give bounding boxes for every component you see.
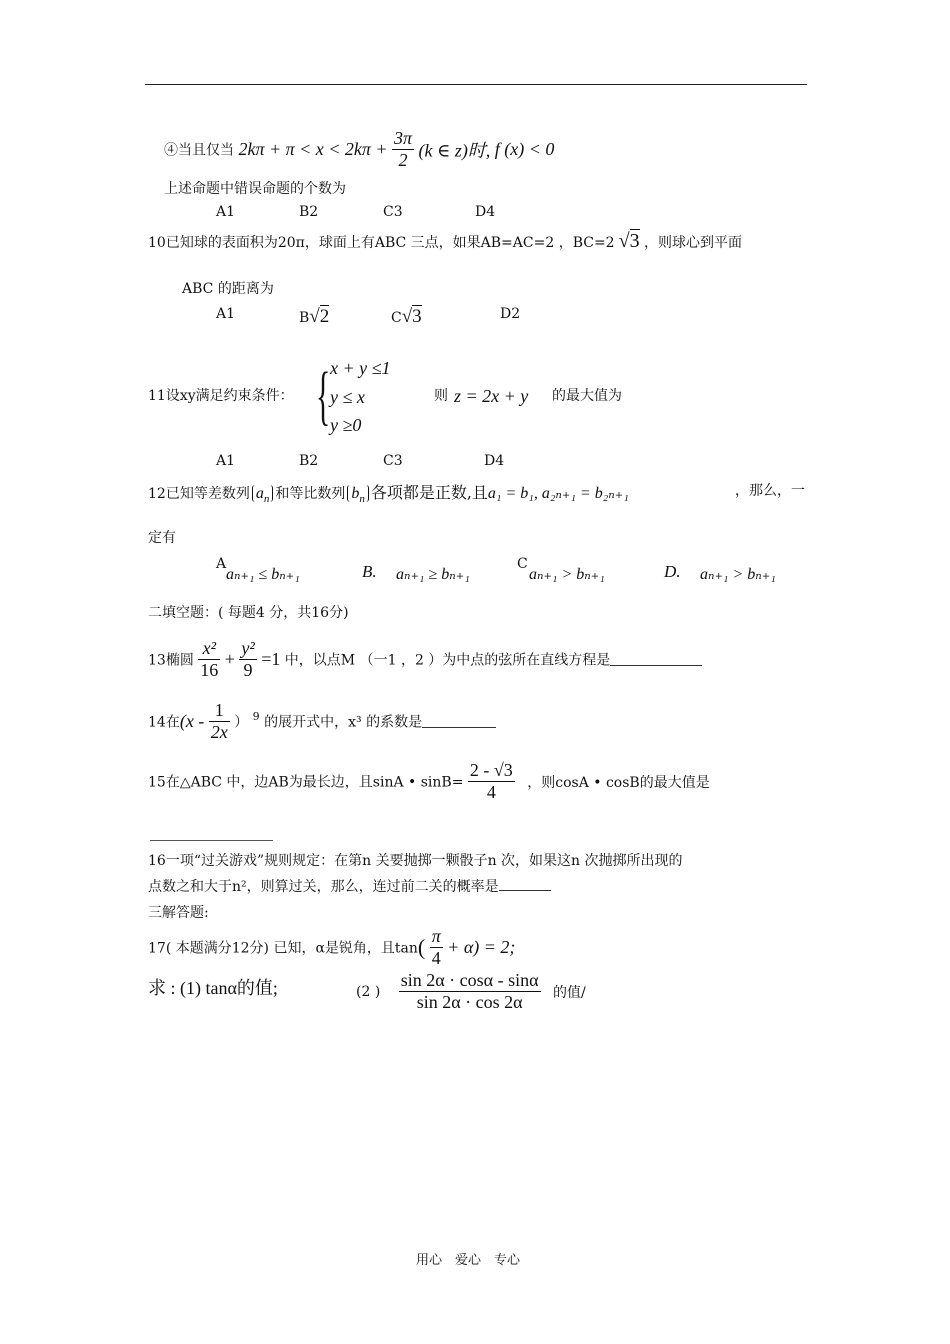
q13-frac-y-den: 9 bbox=[243, 660, 253, 680]
q12-text: 12已知等差数列 bbox=[148, 486, 250, 502]
q10-text-tail: ，则球心到平面 bbox=[644, 235, 743, 251]
q14-line bbox=[148, 700, 496, 743]
q15-frac-num: 2 - √3 bbox=[469, 760, 513, 780]
q15-line bbox=[148, 760, 710, 803]
q11-option-b: B2 bbox=[299, 453, 319, 469]
q16-answer-blank bbox=[499, 878, 551, 891]
q9-item4 bbox=[164, 128, 554, 171]
q12-option-b-label: B. bbox=[362, 562, 377, 581]
q15-frac-den: 4 bbox=[486, 782, 496, 802]
q13-eq: =1 bbox=[261, 649, 281, 669]
q17-frac-den: 4 bbox=[431, 948, 441, 968]
q9-item4-frac bbox=[392, 128, 414, 171]
q17-frac-num: π bbox=[431, 926, 441, 946]
q12-mid1: 和等比数列 bbox=[275, 486, 346, 502]
q13-frac-y bbox=[239, 638, 256, 681]
q16-line1: 16一项“过关游戏”规则规定：在第n 关要抛掷一颗骰子n 次，如果这n 次抛掷所出现的 bbox=[148, 853, 683, 869]
q10-option-b-val: 2 bbox=[319, 306, 330, 327]
q12-line1 bbox=[148, 480, 629, 505]
q14-answer-blank bbox=[422, 715, 496, 728]
q14-frac-num: 1 bbox=[209, 700, 230, 722]
q9-option-c: C3 bbox=[383, 204, 403, 220]
q13-frac-x-den: 16 bbox=[200, 660, 219, 680]
q13-frac-y-num: y² bbox=[241, 638, 255, 658]
q13-plus: + bbox=[224, 649, 235, 669]
q11-constraint-2: y ≤ x bbox=[330, 387, 365, 407]
header-rule bbox=[145, 84, 807, 85]
q12-line2: 定有 bbox=[148, 530, 176, 546]
q17-ask2-label: (2 ) bbox=[356, 983, 381, 1000]
q15-prefix: 15在△ABC 中，边AB为最长边，且sinA • sinB= bbox=[148, 774, 464, 791]
q10-option-c-sqrt: √3 bbox=[401, 306, 422, 327]
section3-heading: 三解答题: bbox=[148, 905, 209, 921]
q10-option-b-label: B bbox=[299, 310, 310, 326]
q12-cond: a₁ = b₁, a₂ₙ₊₁ = b₂ₙ₊₁ bbox=[487, 485, 629, 502]
q12-option-b: aₙ₊₁ ≥ bₙ₊₁ bbox=[396, 566, 470, 583]
q11-brace-icon: { bbox=[316, 359, 331, 432]
q10-option-c-label: C bbox=[391, 310, 402, 326]
q11-text: 11设xy满足约束条件： bbox=[148, 388, 294, 404]
q12-seq-b: $b_n$ bbox=[347, 485, 369, 502]
q9-option-b: B2 bbox=[299, 204, 319, 220]
q16-line2-text: 点数之和大于n²，则算过关，那么，连过前二关的概率是 bbox=[148, 879, 499, 895]
q17-ask1: 求 : (1) tanα的值; bbox=[148, 978, 278, 998]
q11-option-c: C3 bbox=[383, 453, 403, 469]
q12-option-a-label: A bbox=[216, 556, 227, 572]
q17-frac bbox=[430, 926, 443, 969]
q14-frac bbox=[209, 700, 230, 743]
q17-frac2-num: sin 2α · cosα - sinα bbox=[400, 970, 539, 990]
q9-prompt: 上述命题中错误命题的个数为 bbox=[164, 181, 346, 197]
q9-item4-prefix: ④当且仅当 bbox=[164, 142, 234, 159]
q13-tail: 中，以点M （一1 ，2 ）为中点的弦所在直线方程是 bbox=[284, 652, 611, 669]
q12-option-d: aₙ₊₁ > bₙ₊₁ bbox=[700, 566, 776, 583]
q14-close: ） bbox=[234, 714, 249, 731]
q10-option-c bbox=[391, 306, 422, 328]
q10-option-d: D2 bbox=[500, 306, 521, 322]
q17-line1 bbox=[148, 926, 515, 969]
q9-item4-frac-den: 2 bbox=[398, 150, 408, 170]
q10-sqrt: √3 bbox=[618, 230, 640, 252]
q17-frac2-den: sin 2α · cos 2α bbox=[416, 992, 523, 1012]
q10-line2: ABC 的距离为 bbox=[182, 281, 274, 297]
q11-tail: 的最大值为 bbox=[552, 388, 622, 404]
q9-item4-ineq: 2kπ + π < x < 2kπ + bbox=[238, 139, 388, 159]
q15-tail: ，则cosA • cosB的最大值是 bbox=[527, 774, 710, 791]
q10-option-a: A1 bbox=[216, 306, 236, 322]
q13-line bbox=[148, 638, 702, 681]
q13-frac-x bbox=[198, 638, 220, 681]
q12-tail: ，那么，一 bbox=[735, 483, 805, 499]
q14-tail: 的展开式中，x³ 的系数是 bbox=[264, 714, 423, 731]
q9-item4-cond: (k ∈ z)时, bbox=[418, 140, 491, 161]
q12-seq-a-sym: a bbox=[255, 485, 264, 502]
q17-ask2-tail: 的值/ bbox=[552, 984, 586, 1001]
q17-frac2 bbox=[399, 970, 541, 1013]
q11-then: 则 bbox=[434, 388, 448, 404]
q9-option-a: A1 bbox=[216, 204, 236, 220]
q17-ask2 bbox=[356, 970, 586, 1013]
q14-prefix: 14在 bbox=[148, 714, 180, 731]
q10-text: 10已知球的表面积为20π，球面上有ABC 三点，如果AB=AC=2 ，BC=2 bbox=[148, 235, 615, 251]
q12-option-d-label: D. bbox=[664, 562, 681, 581]
q12-option-a: aₙ₊₁ ≤ bₙ₊₁ bbox=[226, 566, 300, 583]
section2-heading: 二填空题：( 每题4 分，共16分) bbox=[148, 605, 349, 621]
q10-line1 bbox=[148, 230, 742, 253]
q10-sqrt-val: 3 bbox=[629, 230, 640, 252]
q14-expr-open: (x - bbox=[179, 711, 205, 731]
q9-option-d: D4 bbox=[475, 204, 496, 220]
q14-power: 9 bbox=[252, 709, 260, 723]
q10-option-c-val: 3 bbox=[412, 306, 422, 327]
q12-option-c: aₙ₊₁ > bₙ₊₁ bbox=[529, 566, 605, 583]
q11-constraint-3: y ≥0 bbox=[330, 415, 362, 435]
q9-item4-frac-num: 3π bbox=[394, 128, 413, 148]
footnote-rule bbox=[150, 840, 273, 841]
q13-answer-blank bbox=[610, 653, 702, 666]
q12-option-c-label: C bbox=[517, 556, 528, 572]
q17-prefix: 17( 本题满分12分) 已知，α是锐角，且tan bbox=[148, 940, 418, 957]
q17-paren-open: ( bbox=[417, 934, 426, 960]
q11-constraint-1: x + y ≤1 bbox=[330, 358, 391, 378]
q10-option-b bbox=[299, 306, 329, 328]
q12-mid2: 各项都是正数,且 bbox=[370, 483, 488, 502]
q10-option-b-sqrt: √2 bbox=[309, 306, 330, 327]
q9-item4-result: f (x) < 0 bbox=[494, 139, 555, 159]
q11-option-d: D4 bbox=[484, 453, 505, 469]
q16-line2 bbox=[148, 876, 551, 896]
q13-prefix: 13椭圆 bbox=[148, 652, 194, 669]
q17-expr-tail: + α) = 2; bbox=[447, 937, 516, 957]
q17-line2 bbox=[148, 974, 278, 1000]
q11-option-a: A1 bbox=[216, 453, 236, 469]
q12-seq-a: $a_n$ bbox=[252, 485, 274, 502]
q15-frac bbox=[468, 760, 515, 803]
q11-objective: z = 2x + y bbox=[454, 386, 529, 406]
q12-seq-b-sym: b bbox=[351, 485, 360, 502]
q14-frac-den: 2x bbox=[210, 722, 228, 742]
page-footer: 用心 爱心 专心 bbox=[416, 1253, 521, 1268]
q13-frac-x-num: x² bbox=[198, 638, 220, 660]
